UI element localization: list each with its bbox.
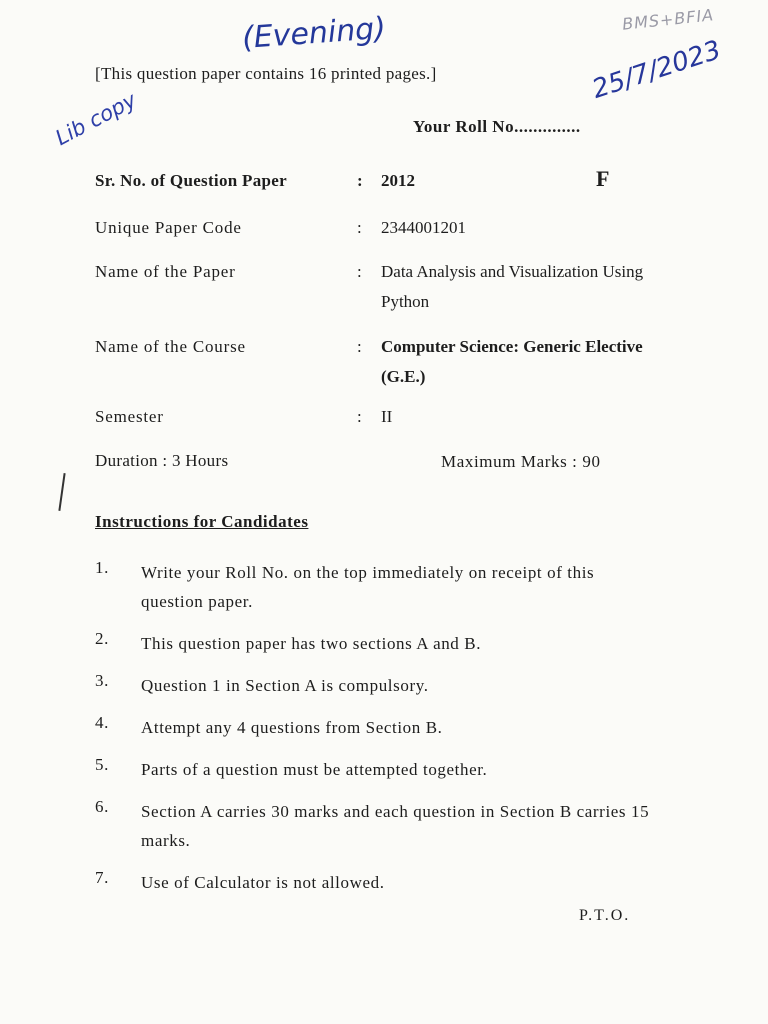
- instruction-text: Section A carries 30 marks and each question in Section B carries 15 marks.: [141, 802, 650, 850]
- info-label-serial: Sr. No. of Question Paper: [95, 171, 287, 190]
- instruction-text: Question 1 in Section A is compulsory.: [141, 676, 429, 695]
- info-colon: :: [357, 262, 362, 281]
- info-value-serial: 2012: [381, 171, 415, 190]
- roll-number-field: Your Roll No..............: [413, 117, 581, 136]
- info-value-semester: II: [381, 407, 393, 426]
- info-value-paper-code: 2344001201: [381, 218, 466, 237]
- info-colon: :: [357, 171, 363, 190]
- margin-pen-mark: [58, 473, 65, 511]
- handwritten-class-note: BMS+BFIA: [621, 5, 715, 34]
- handwritten-evening-note: (Evening): [240, 11, 388, 56]
- instruction-number: 1.: [95, 558, 109, 577]
- duration: Duration : 3 Hours: [95, 451, 229, 470]
- handwritten-date: 25/7/2023: [588, 35, 725, 105]
- info-value-course-name: Computer Science: Generic Elective (G.E.): [381, 337, 643, 386]
- set-code-letter: F: [596, 166, 610, 191]
- info-label-paper-code: Unique Paper Code: [95, 218, 242, 237]
- handwritten-copy-note: Lib copy: [51, 87, 141, 151]
- page-count-note: [This question paper contains 16 printed pages.]: [95, 64, 437, 83]
- instructions-heading: Instructions for Candidates: [95, 512, 309, 531]
- instruction-number: 4.: [95, 713, 109, 732]
- info-colon: :: [357, 407, 362, 426]
- info-label-paper-name: Name of the Paper: [95, 262, 236, 281]
- instruction-number: 3.: [95, 671, 109, 690]
- instruction-number: 6.: [95, 797, 109, 816]
- instruction-text: Parts of a question must be attempted together.: [141, 760, 488, 779]
- info-value-paper-name: Data Analysis and Visualization Using Python: [381, 262, 644, 311]
- instruction-text: This question paper has two sections A and B.: [141, 634, 482, 653]
- maximum-marks: Maximum Marks : 90: [441, 452, 601, 471]
- info-colon: :: [357, 337, 362, 356]
- instruction-text: Attempt any 4 questions from Section B.: [141, 718, 443, 737]
- instruction-number: 5.: [95, 755, 109, 774]
- please-turn-over: P.T.O.: [579, 907, 631, 924]
- instruction-number: 2.: [95, 629, 109, 648]
- instruction-text: Write your Roll No. on the top immediately on receipt of this question paper.: [141, 563, 595, 611]
- instruction-text: Use of Calculator is not allowed.: [141, 873, 385, 892]
- info-label-semester: Semester: [95, 407, 164, 426]
- info-label-course-name: Name of the Course: [95, 337, 246, 356]
- info-colon: :: [357, 218, 362, 237]
- instruction-number: 7.: [95, 868, 109, 887]
